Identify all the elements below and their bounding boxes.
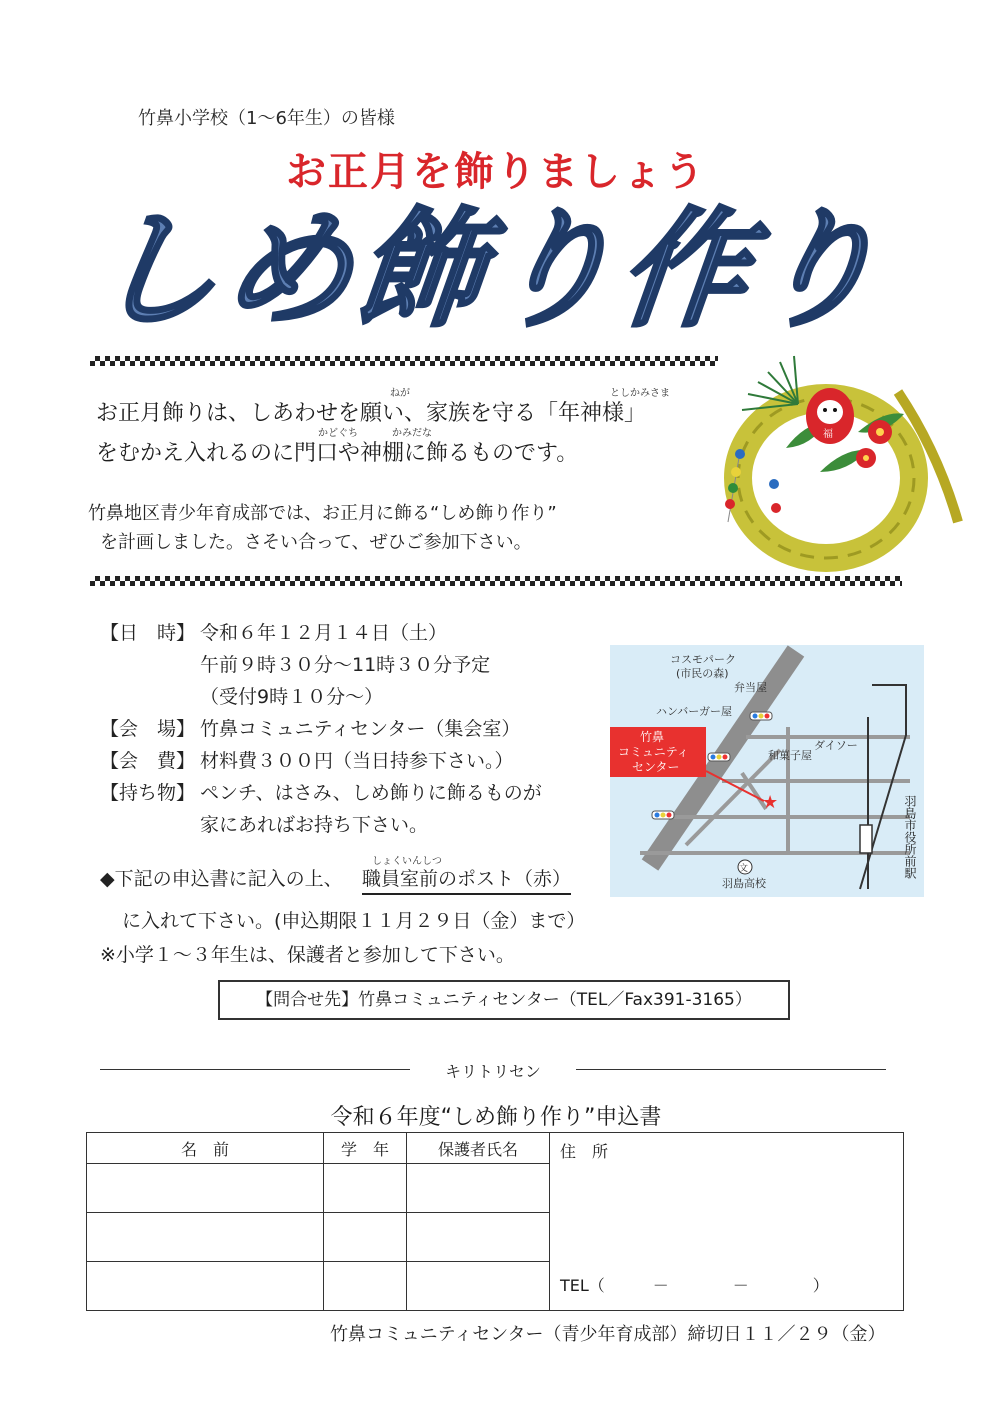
access-map — [610, 645, 924, 897]
star-icon: ★ — [762, 792, 779, 813]
audience-line: 竹鼻小学校（1～6年生）の皆様 — [138, 108, 395, 129]
contact-box: 【問合せ先】竹鼻コミュニティセンター（TEL／Fax391-3165） — [218, 980, 790, 1020]
date-value: 令和６年１２月１４日（土） — [200, 622, 448, 644]
apply-line-2: に入れて下さい。(申込期限１１月２９日（金）まで） — [122, 910, 586, 932]
checker-divider-top — [90, 356, 718, 366]
map-wagashi-label: 和菓子屋 — [768, 749, 812, 762]
map-bento-label: 弁当屋 — [734, 681, 767, 694]
grade-field-3[interactable] — [324, 1262, 407, 1311]
guardian-field-1[interactable] — [407, 1164, 550, 1213]
col-guardian-header: 保護者氏名 — [407, 1133, 550, 1164]
map-school-label: 羽島高校 — [722, 877, 766, 890]
apply-line-3: ※小学１～３年生は、保護者と参加して下さい。 — [100, 944, 515, 966]
daruma-icon — [806, 388, 854, 444]
date-label: 【日 時】 — [100, 622, 196, 644]
tel-field[interactable]: TEL（ － － ） — [560, 1276, 829, 1295]
fee-label: 【会 費】 — [100, 750, 196, 772]
checker-divider-bottom — [90, 576, 902, 586]
intro-paragraph-2: を計画しました。さそい合って、ぜひご参加下さい。 — [100, 532, 532, 553]
intro-line-2: をむかえ入れるのに門口や神棚に飾るものです。 — [96, 441, 579, 466]
intro-line-1: お正月飾りは、しあわせを願い、家族を守る「年神様」 — [96, 401, 647, 426]
guardian-field-3[interactable] — [407, 1262, 550, 1311]
shimekazari-illustration — [708, 332, 976, 576]
cut-line — [100, 1059, 886, 1079]
bring-label: 【持ち物】 — [100, 782, 196, 804]
map-school-mark: 文 — [739, 864, 749, 874]
name-field-2[interactable] — [87, 1213, 324, 1262]
map-station-label: 羽島市役所前駅 — [903, 795, 917, 879]
map-center-line-1: 竹鼻 — [640, 730, 665, 744]
fee-value: 材料費３００円（当日持参下さい。） — [200, 750, 514, 772]
cut-line-label: キリトリセン — [445, 1062, 541, 1081]
application-form — [86, 1132, 904, 1311]
grade-field-1[interactable] — [324, 1164, 407, 1213]
venue-label: 【会 場】 — [100, 718, 196, 740]
guardian-field-2[interactable] — [407, 1213, 550, 1262]
ruby-kadoguchi: かどぐち — [318, 428, 358, 439]
time-value: 午前９時３０分～11時３０分予定 — [200, 654, 491, 676]
map-cosmo-sub-label: (市民の森) — [676, 667, 729, 680]
grade-field-2[interactable] — [324, 1213, 407, 1262]
ruby-kamidana: かみだな — [392, 428, 432, 439]
headline: お正月を飾りましょう — [286, 149, 706, 195]
venue-value: 竹鼻コミュニティセンター（集会室） — [200, 718, 521, 740]
name-field-3[interactable] — [87, 1262, 324, 1311]
footer-deadline: 竹鼻コミュニティセンター（青少年育成部）締切日１１／２９（金） — [330, 1324, 886, 1345]
col-name-header: 名 前 — [87, 1133, 324, 1164]
map-daiso-label: ダイソー — [814, 739, 858, 752]
col-grade-header: 学 年 — [324, 1133, 407, 1164]
station-icon — [860, 825, 872, 853]
form-title: 令和６年度“しめ飾り作り”申込書 — [330, 1105, 662, 1130]
bring-value-2: 家にあればお持ち下さい。 — [200, 814, 429, 836]
col-address-header: 住 所 — [560, 1142, 609, 1161]
map-center-line-2: コミュニティ — [618, 745, 689, 759]
svg-text:福: 福 — [823, 429, 833, 440]
map-center-line-3: センター — [632, 760, 680, 774]
address-cell[interactable] — [550, 1133, 904, 1311]
ruby-toshigamisama: としかみさま — [610, 388, 670, 399]
ruby-negai: ねが — [390, 388, 410, 399]
name-field-1[interactable] — [87, 1164, 324, 1213]
bring-value-1: ペンチ、はさみ、しめ飾りに飾るものが — [200, 782, 542, 804]
reception-time: （受付9時１０分～） — [200, 686, 384, 708]
map-burger-label: ハンバーガー屋 — [656, 705, 733, 718]
intro-paragraph-1: 竹鼻地区青少年育成部では、お正月に飾る“しめ飾り作り” — [88, 503, 557, 524]
apply-line-1-prefix: ◆下記の申込書に記入の上、 — [100, 868, 343, 890]
plum-flower-icon — [856, 420, 892, 468]
apply-post-location: 職員室前のポスト（赤） — [362, 864, 571, 895]
page-title: しめ飾り作り — [84, 196, 892, 345]
map-cosmo-label: コスモパーク — [670, 653, 736, 666]
ruby-shokuinshitsu: しょくいんしつ — [372, 856, 442, 867]
